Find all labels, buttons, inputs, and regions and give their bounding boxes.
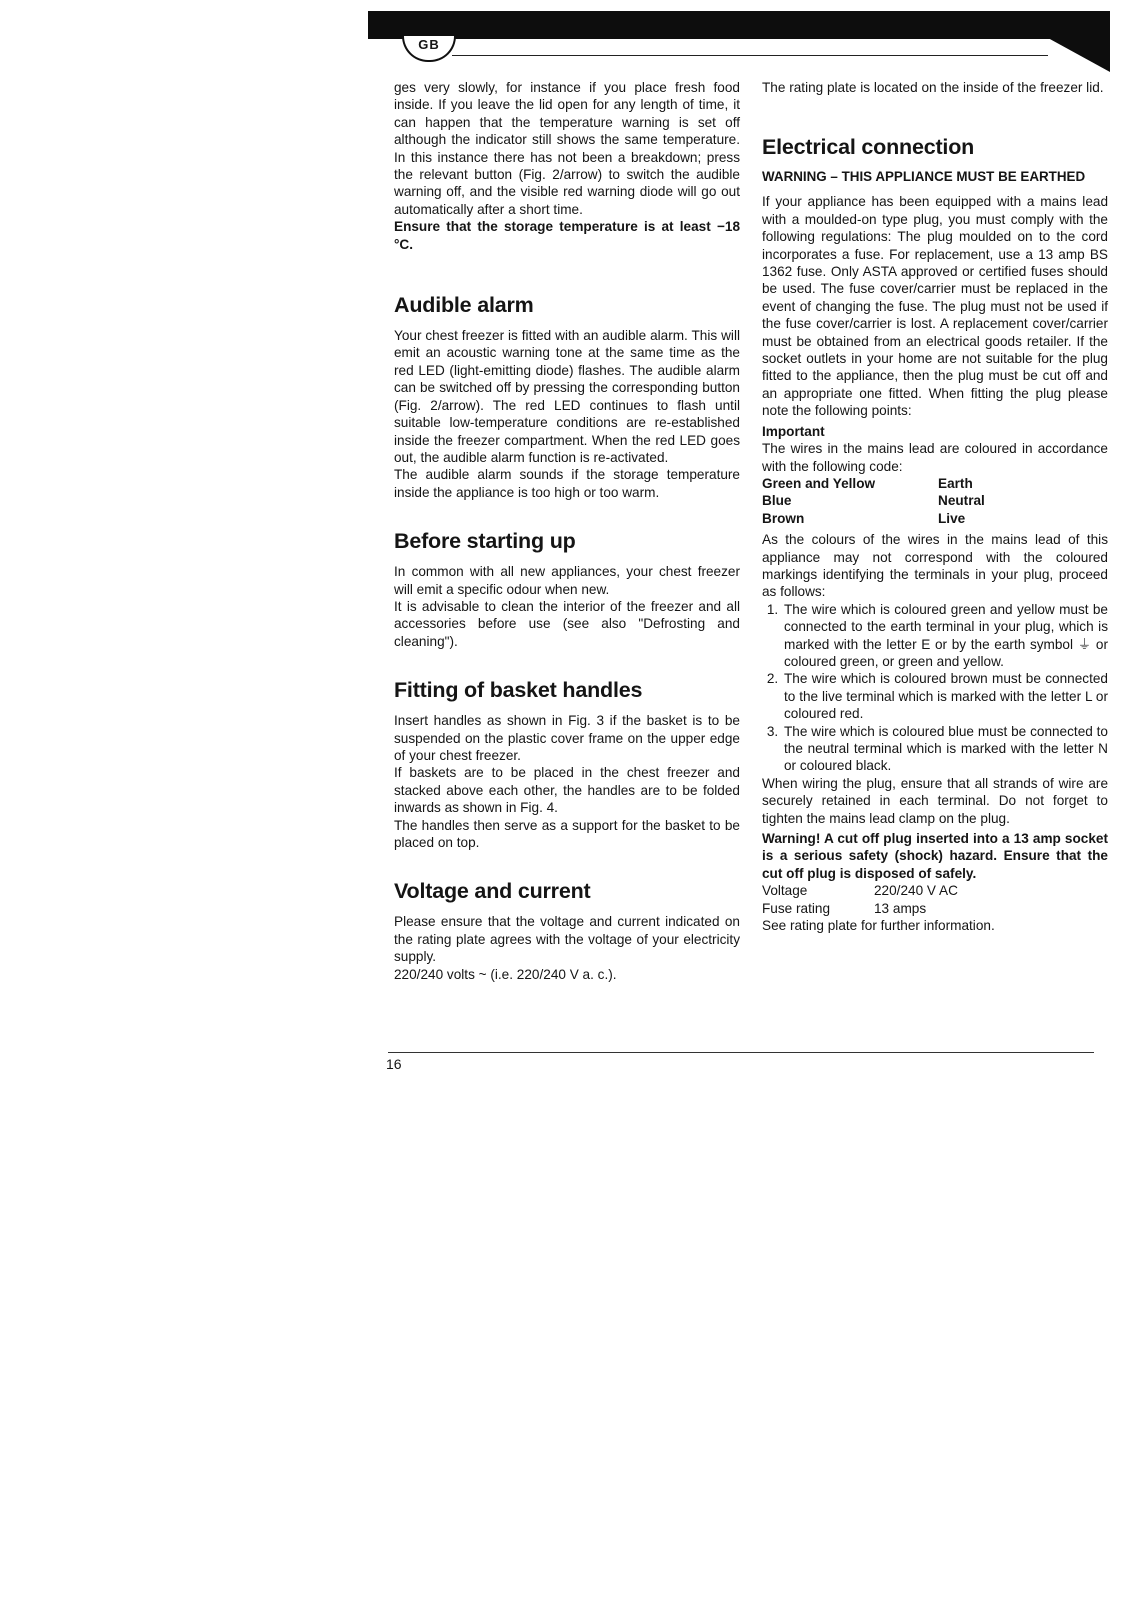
- spec-value-voltage: 220/240 V AC: [874, 883, 958, 899]
- wire-terminal-1: Earth: [938, 475, 973, 491]
- header-bar-wedge: [1048, 38, 1110, 72]
- page-number: 16: [386, 1056, 402, 1072]
- wire-terminal-3: Live: [938, 510, 966, 526]
- before-starting-paragraph-2: It is advisable to clean the interior of the freezer and all accessories before use (see also "Defrosting and cleaning").: [394, 598, 740, 649]
- audible-alarm-paragraph-2: The audible alarm sounds if the storage temperature inside the appliance is too high or too warm.: [394, 467, 740, 500]
- wire-colour-3: Brown: [762, 510, 805, 526]
- wiring-step-2: 2. The wire which is coloured brown must be connected to the live terminal which is marked with the letter L or coloured red.: [782, 670, 1108, 722]
- spec-label-voltage: Voltage: [762, 883, 808, 899]
- voltage-paragraph-2: 220/240 volts ~ (i.e. 220/240 V a. c.).: [394, 966, 617, 982]
- wire-colour-table: [762, 475, 1108, 527]
- important-label: Important: [762, 423, 825, 439]
- wire-terminal-2: Neutral: [938, 493, 985, 509]
- basket-handles-heading: Fitting of basket handles: [394, 678, 643, 703]
- basket-handles-paragraph-3: The handles then serve as a support for the basket to be placed on top.: [394, 817, 740, 850]
- header-rule: [452, 55, 1048, 56]
- audible-alarm-paragraph-1: Your chest freezer is fitted with an audible alarm. This will emit an acoustic warning tone at the same time as the red LED (light-emitting diode) flashes. The audible alarm can be switched off by pressing the corresponding button (Fig. 2/arrow). The red LED continues to flash until suitable low-temperature conditions are re-established inside the freezer compartment. When the red LED goes out, the audible alarm function is re-activated.: [394, 328, 740, 465]
- language-badge: GB: [402, 36, 456, 62]
- spec-value-fuse: 13 amps: [874, 900, 927, 916]
- intro-paragraph: ges very slowly, for instance if you place fresh food inside. If you leave the lid open for any length of time, it can happen that the temperature warning is set off although the indicator still shows the same temperature. In this instance there has not been a breakdown; press the relevant button (Fig. 2/arrow) to switch the audible warning off, and the visible red warning diode will go out automatically after a short time.: [394, 80, 740, 217]
- before-starting-heading: Before starting up: [394, 529, 576, 554]
- voltage-heading: Voltage and current: [394, 879, 591, 904]
- wire-colour-1: Green and Yellow: [762, 475, 876, 491]
- spec-label-fuse: Fuse rating: [762, 900, 831, 916]
- right-column: [762, 79, 1108, 934]
- wiring-step-1: 1. The wire which is coloured green and yellow must be connected to the earth terminal in your plug, which is marked with the letter E or by the earth symbol ⏚ or coloured green, or green and yellow.: [782, 601, 1108, 671]
- voltage-paragraph-1: Please ensure that the voltage and current indicated on the rating plate agrees with the voltage of your electricity supply.: [394, 914, 740, 965]
- electrical-paragraph-3: When wiring the plug, ensure that all strands of wire are securely retained in each terminal. Do not forget to tighten the mains lead clamp on the plug.: [762, 775, 1108, 826]
- wire-colour-2: Blue: [762, 493, 792, 509]
- wiring-step-3: 3. The wire which is coloured blue must be connected to the neutral terminal which is marked with the letter N or coloured black.: [782, 723, 1108, 775]
- important-text: The wires in the mains lead are coloured in accordance with the following code:: [762, 441, 1108, 474]
- electrical-connection-heading: Electrical connection: [762, 135, 975, 160]
- header-bar: [368, 11, 1110, 39]
- rating-plate-text: The rating plate is located on the inside of the freezer lid.: [762, 80, 1104, 95]
- see-rating-plate: See rating plate for further information.: [762, 918, 995, 934]
- before-starting-paragraph-1: In common with all new appliances, your chest freezer will emit a specific odour when new.: [394, 564, 740, 597]
- left-column: [394, 79, 740, 983]
- electrical-paragraph-1: If your appliance has been equipped with a mains lead with a moulded-on type plug, you must comply with the following regulations: The plug moulded on to the cord incorporates a fuse. For replacement, use a 13 amp BS 1362 fuse. Only ASTA approved or certified fuses should be used. The fuse cover/carrier must be replaced in the event of changing the fuse. The plug must not be used if the fuse cover/carrier is lost. A replacement cover/carrier must be obtained from an electrical goods retailer. If the socket outlets in your home are not suitable for the plug fitted to the appliance, then the plug must be cut off and an appropriate one fitted. When fitting the plug please note the following points:: [762, 194, 1108, 419]
- earthed-warning: WARNING – THIS APPLIANCE MUST BE EARTHED: [762, 169, 1086, 185]
- footer-rule: [388, 1052, 1094, 1053]
- cut-off-plug-warning: Warning! A cut off plug inserted into a 13 amp socket is a serious safety (shock) hazard. Ensure that the cut off plug is disposed of safely.: [762, 831, 1108, 881]
- electrical-paragraph-2: As the colours of the wires in the mains lead of this appliance may not correspond with the coloured markings identifying the terminals in your plug, proceed as follows:: [762, 532, 1108, 600]
- wiring-steps: [762, 601, 1108, 775]
- basket-handles-paragraph-2: If baskets are to be placed in the chest freezer and stacked above each other, the handles are to be folded inwards as shown in Fig. 4.: [394, 765, 740, 816]
- spec-table: [762, 882, 1108, 917]
- storage-temperature-note: Ensure that the storage temperature is at least −18 °C.: [394, 219, 740, 252]
- basket-handles-paragraph-1: Insert handles as shown in Fig. 3 if the basket is to be suspended on the plastic cover frame on the upper edge of your chest freezer.: [394, 713, 740, 763]
- audible-alarm-heading: Audible alarm: [394, 293, 534, 318]
